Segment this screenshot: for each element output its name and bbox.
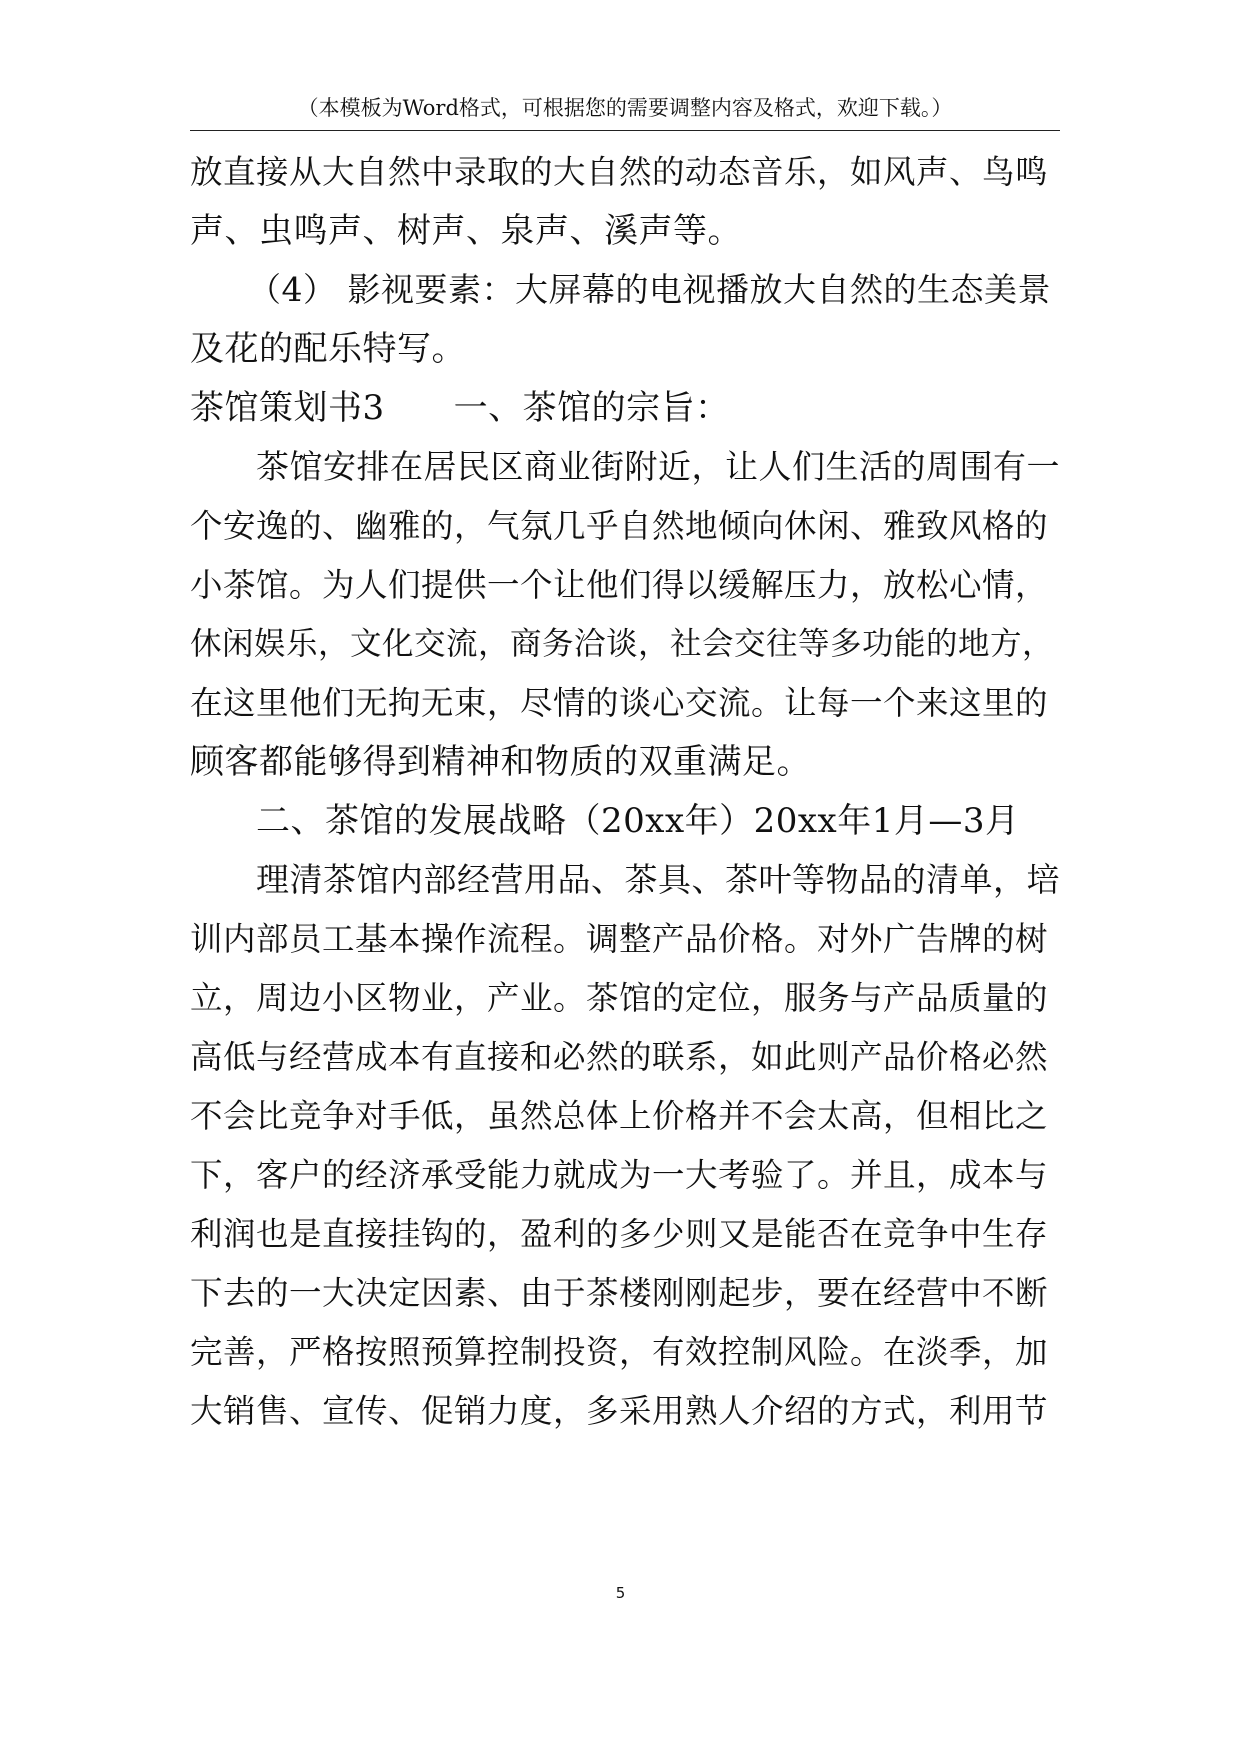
header-divider	[190, 130, 1060, 131]
page-header-note: （本模板为Word格式，可根据您的需要调整内容及格式，欢迎下载。）	[297, 96, 953, 120]
body-line: 理清茶馆内部经营用品、茶具、茶叶等物品的清单，培	[256, 860, 1060, 899]
body-line: 个安逸的、幽雅的，气氛几乎自然地倾向休闲、雅致风格的	[190, 507, 1049, 545]
body-line: 立，周边小区物业，产业。茶馆的定位，服务与产品质量的	[190, 979, 1049, 1017]
section-heading: 茶馆策划书3 一、茶馆的宗旨：	[190, 388, 730, 428]
body-line: 声、虫鸣声、树声、泉声、溪声等。	[190, 211, 742, 251]
body-line: 下去的一大决定因素、由于茶楼刚刚起步，要在经营中不断	[190, 1274, 1049, 1312]
body-line: 训内部员工基本操作流程。调整产品价格。对外广告牌的树	[190, 920, 1049, 958]
body-line: 在这里他们无拘无束，尽情的谈心交流。让每一个来这里的	[190, 684, 1049, 722]
body-line: 休闲娱乐，文化交流，商务洽谈，社会交往等多功能的地方，	[190, 626, 1055, 662]
body-line: 利润也是直接挂钩的，盈利的多少则又是能否在竞争中生存	[190, 1215, 1049, 1253]
body-line: 完善，严格按照预算控制投资，有效控制风险。在淡季，加	[190, 1333, 1049, 1371]
body-line: 小茶馆。为人们提供一个让他们得以缓解压力，放松心情，	[190, 566, 1049, 604]
page-number: 5	[615, 1584, 626, 1602]
body-line: 放直接从大自然中录取的大自然的动态音乐，如风声、鸟鸣	[190, 153, 1049, 191]
body-line: 下，客户的经济承受能力就成为一大考验了。并且，成本与	[190, 1156, 1049, 1194]
body-line: 大销售、宣传、促销力度，多采用熟人介绍的方式，利用节	[190, 1392, 1049, 1430]
body-line: 高低与经营成本有直接和必然的联系，如此则产品价格必然	[190, 1038, 1049, 1076]
body-line: 不会比竞争对手低，虽然总体上价格并不会太高，但相比之	[190, 1097, 1049, 1135]
body-line: 及花的配乐特写。	[190, 329, 466, 369]
section-heading: 二、茶馆的发展战略（20xx年）20xx年1月—3月	[256, 801, 1020, 841]
body-line: （4） 影视要素：大屏幕的电视播放大自然的生态美景	[248, 270, 1051, 309]
body-line: 茶馆安排在居民区商业街附近，让人们生活的周围有一	[256, 447, 1060, 486]
body-line: 顾客都能够得到精神和物质的双重满足。	[190, 742, 811, 782]
